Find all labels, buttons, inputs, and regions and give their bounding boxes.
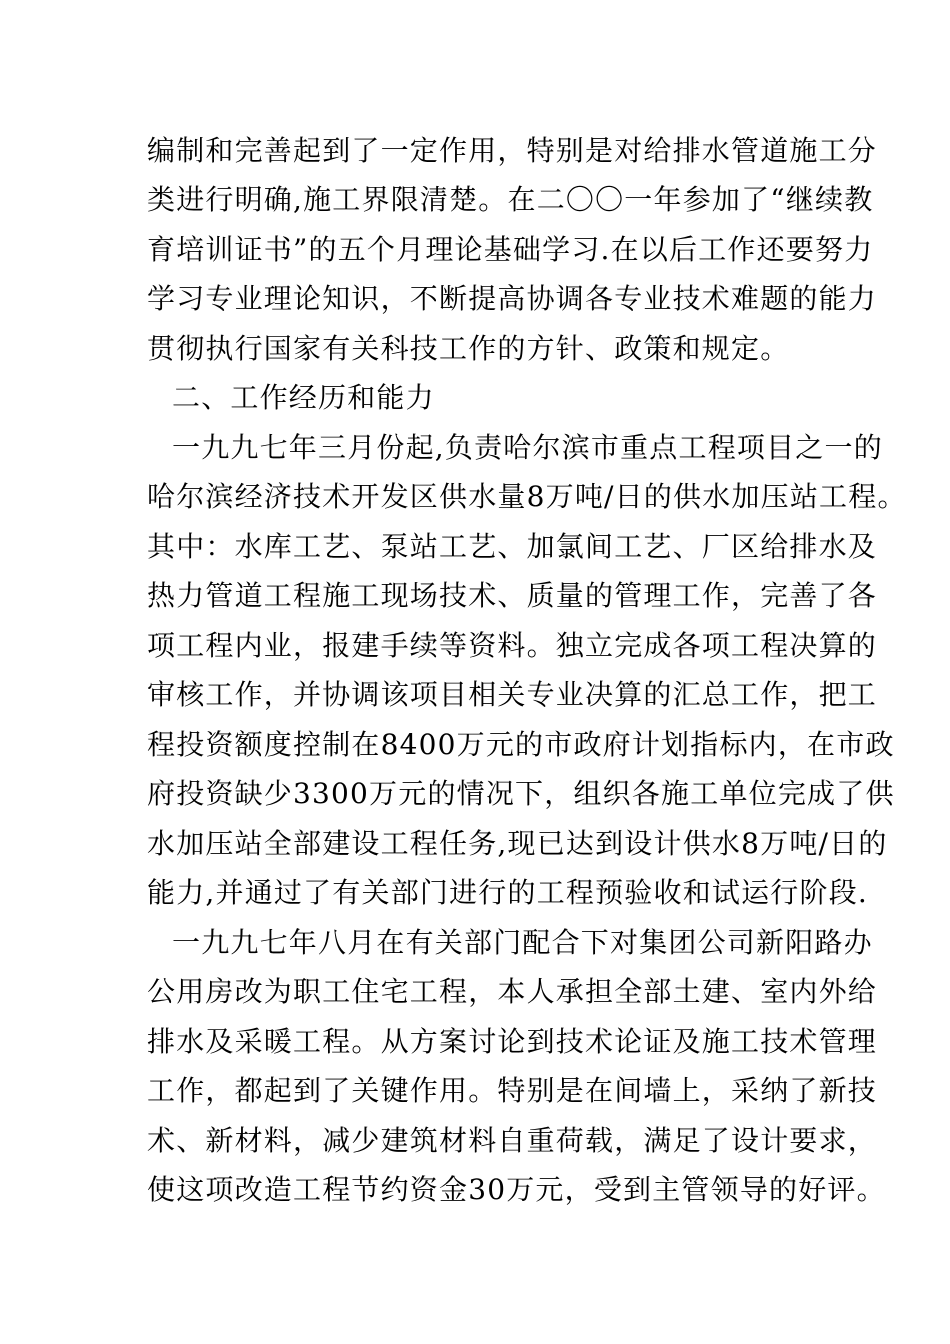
text-line: 学习专业理论知识，不断提高协调各专业技术难题的能力	[147, 282, 878, 315]
text-line: 公用房改为职工住宅工程，本人承担全部土建、室内外给	[147, 975, 878, 1008]
text-line: 育培训证书”的五个月理论基础学习.在以后工作还要努力	[147, 233, 874, 266]
text-line: 类进行明确,施工界限清楚。在二〇〇一年参加了“继续教	[147, 183, 874, 216]
text-line: 热力管道工程施工现场技术、质量的管理工作，完善了各	[147, 579, 878, 612]
text-line: 贯彻执行国家有关科技工作的方针、政策和规定。	[147, 332, 790, 365]
text-line: 其中：水库工艺、泵站工艺、加氯间工艺、厂区给排水及	[147, 530, 878, 563]
text-line: 排水及采暖工程。从方案讨论到技术论证及施工技术管理	[147, 1025, 878, 1058]
text-line: 编制和完善起到了一定作用，特别是对给排水管道施工分	[147, 134, 878, 167]
text-line: 工作，都起到了关键作用。特别是在间墙上，采纳了新技	[147, 1074, 878, 1107]
text-line: 水加压站全部建设工程任务,现已达到设计供水8万吨/日的	[147, 827, 888, 860]
text-line: 术、新材料，减少建筑材料自重荷载，满足了设计要求，	[147, 1124, 878, 1157]
text-line: 能力,并通过了有关部门进行的工程预验收和试运行阶段.	[147, 876, 869, 909]
section-heading: 二、工作经历和能力	[172, 381, 435, 414]
text-line: 项工程内业，报建手续等资料。独立完成各项工程决算的	[147, 629, 878, 662]
text-line: 一九九七年八月在有关部门配合下对集团公司新阳路办	[172, 926, 873, 959]
text-line: 审核工作，并协调该项目相关专业决算的汇总工作，把工	[147, 678, 878, 711]
text-line: 一九九七年三月份起,负责哈尔滨市重点工程项目之一的	[172, 431, 883, 464]
text-line: 哈尔滨经济技术开发区供水量8万吨/日的供水加压站工程。	[147, 480, 907, 513]
text-line: 使这项改造工程节约资金30万元，受到主管领导的好评。	[147, 1173, 886, 1206]
text-line: 府投资缺少3300万元的情况下，组织各施工单位完成了供	[147, 777, 895, 810]
text-line: 程投资额度控制在8400万元的市政府计划指标内，在市政	[147, 728, 895, 761]
